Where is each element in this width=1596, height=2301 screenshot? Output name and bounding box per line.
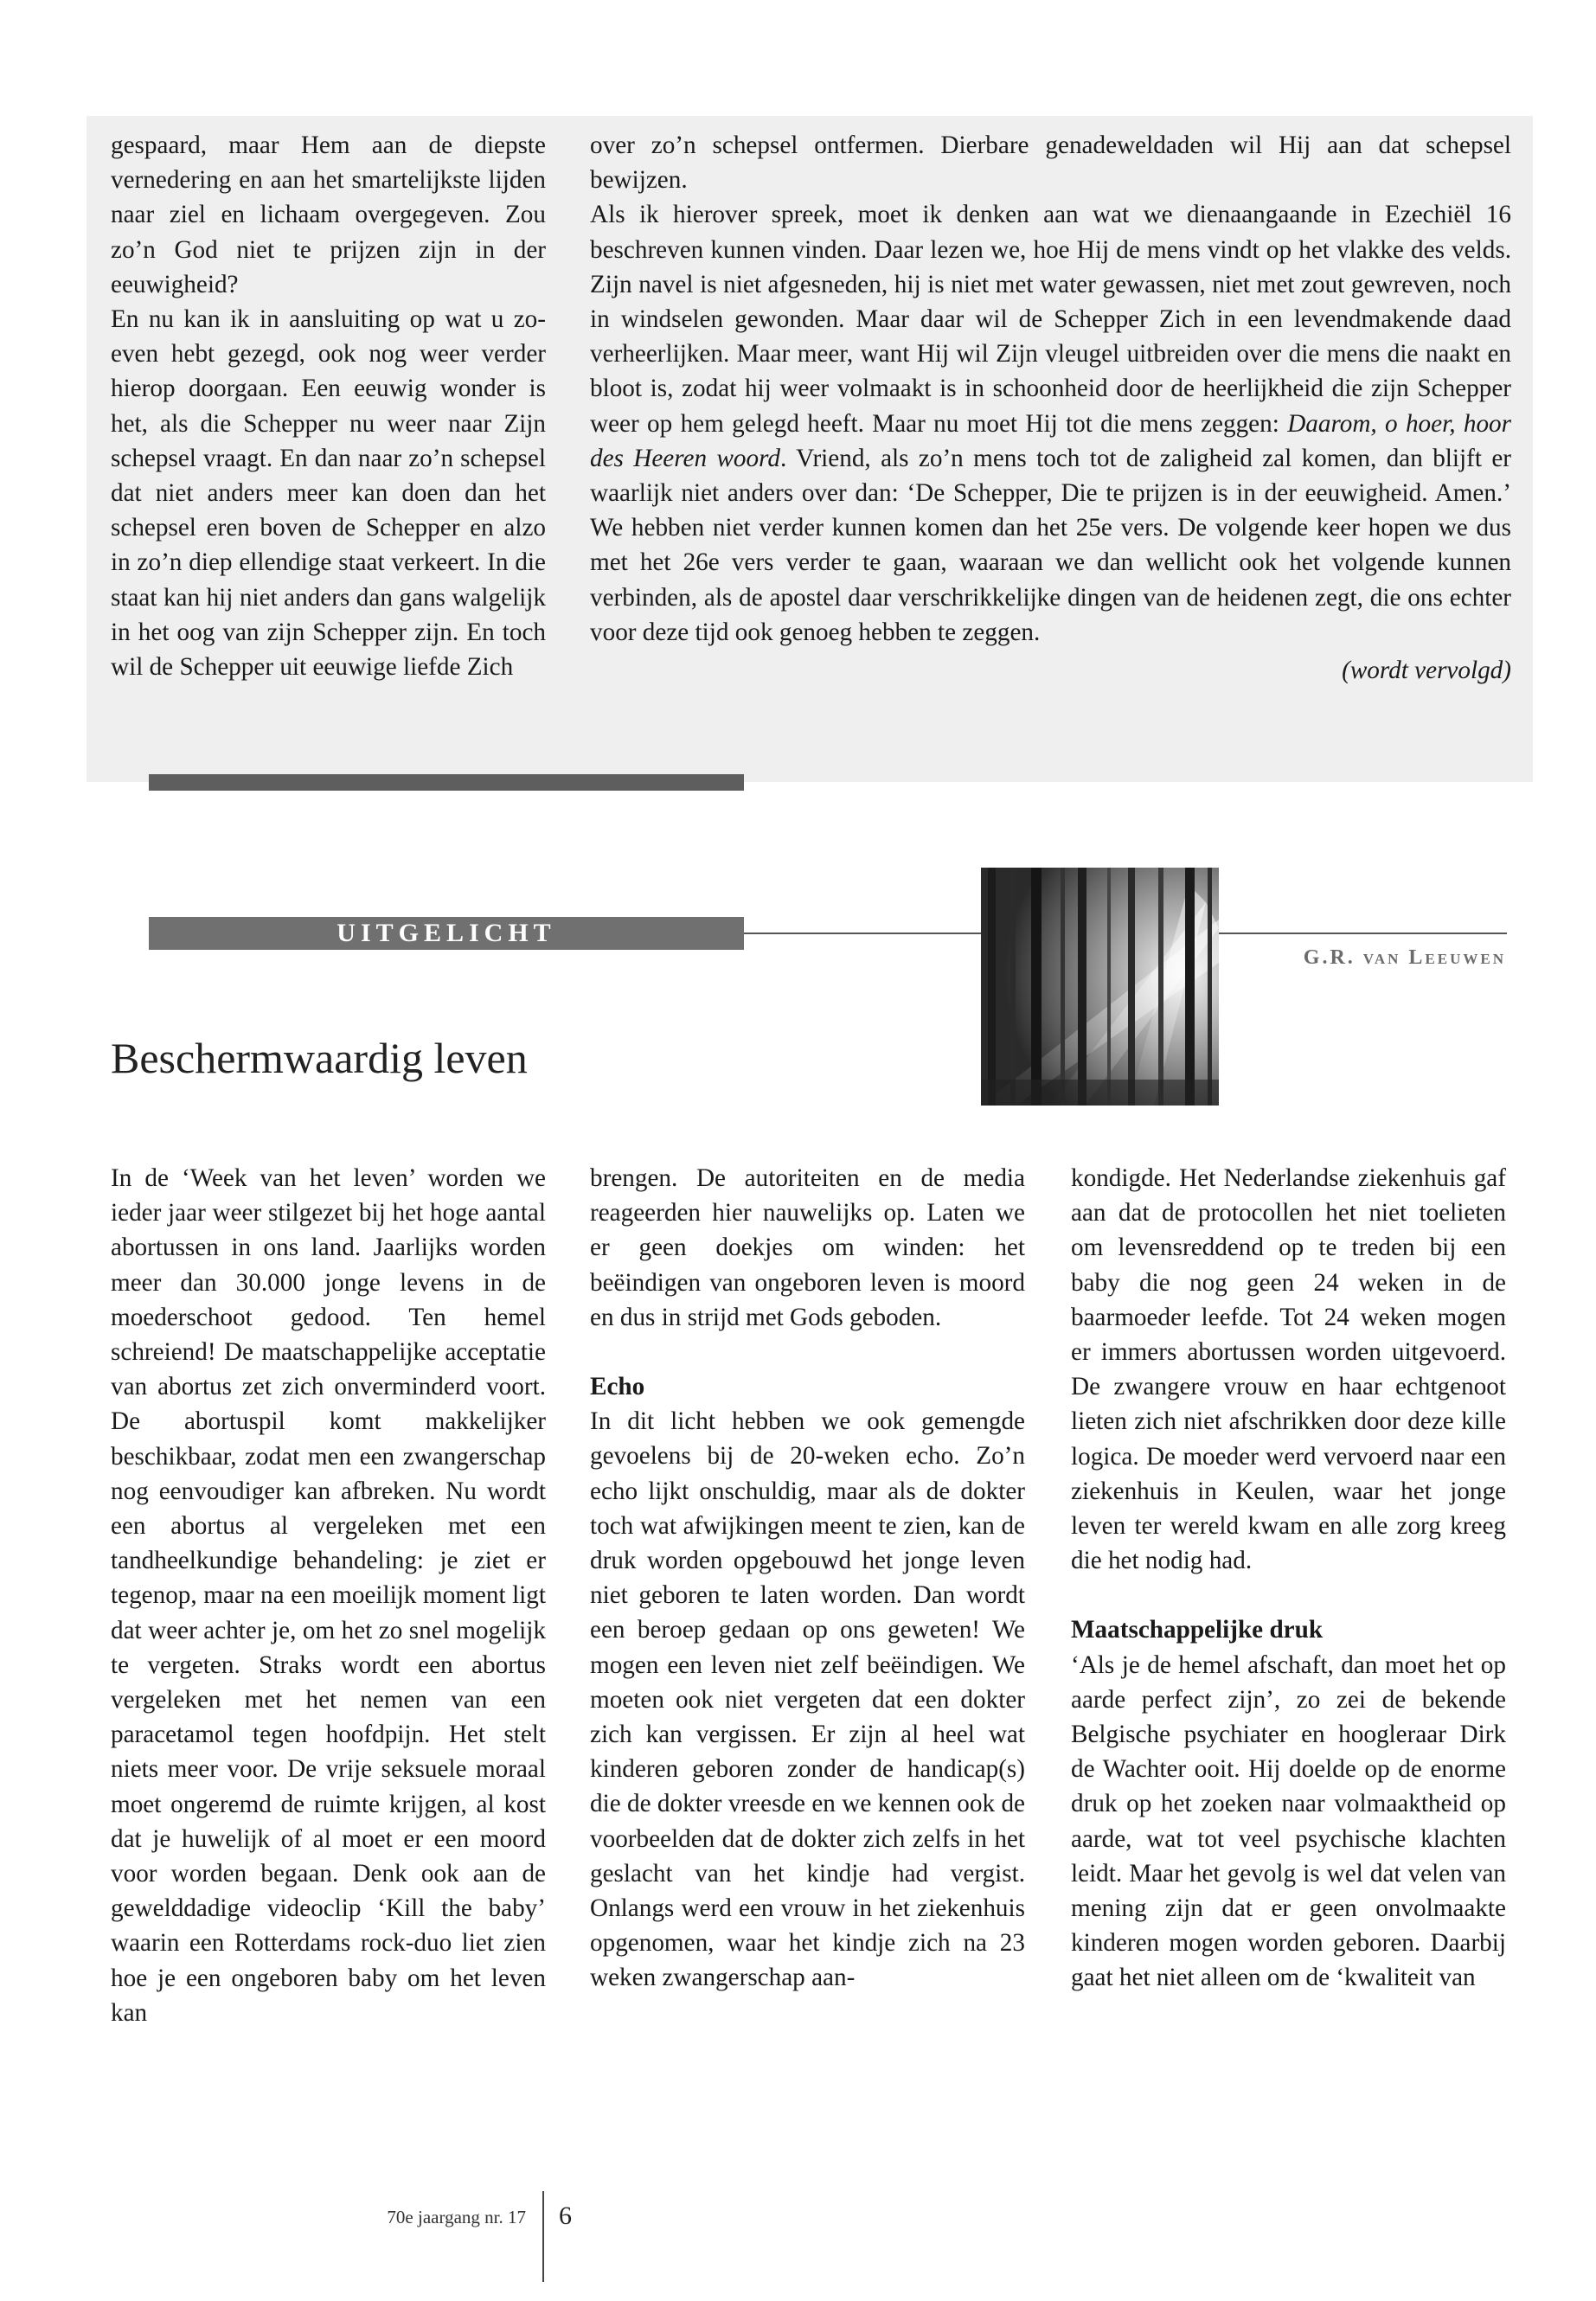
page-number: 6 [559, 2202, 572, 2230]
section-banner [149, 917, 744, 950]
forest-sunbeams-photo [981, 868, 1219, 1106]
paragraph: brengen. De autoriteiten en de media reageerden hier nauwelijks op. Laten we er geen doekjes om winden: het beëindigen van ongeboren leven is moord en dus in strijd met Gods geboden. [590, 1164, 1025, 1331]
article-title: Beschermwaardig leven [111, 1034, 528, 1082]
author-name: G.R. van Leeuwen [1303, 946, 1506, 969]
paragraph: kondigde. Het Nederlandse ziekenhuis gaf aan dat de protocollen het niet toelieten om levensreddend op te treden bij een baby die nog geen 24 weken in de baarmoeder leefde. Tot 24 weken mogen er immers abortussen worden uitgevoerd. De zwangere vrouw en haar echtgenoot lieten zich niet afschrikken door deze kille logica. De moeder werd vervoerd naar een ziekenhuis in Keulen, waar het jonge leven ter wereld kwam en alle zorg kreeg die het nodig had. [1071, 1164, 1506, 1575]
paragraph: In dit licht hebben we ook gemengde gevoelens bij de 20-weken echo. Zo’n echo lijkt onschuldig, maar als de dokter toch wat afwijkingen meent te zien, kan de druk worden opgebouwd het jonge leven niet geboren te laten worden. Dan wordt een beroep gedaan op ons geweten! We mogen een leven niet zelf beëindigen. We moeten ook niet vergeten dat een dokter zich kan vergissen. Er zijn al heel wat kinderen geboren zonder de handicap(s) die de dokter vreesde en we kennen ook de voorbeelden dat de dokter zich zelfs in het geslacht van het kindje had vergist. Onlangs werd een vrouw in het ziekenhuis opgenomen, waar het kindje zich na 23 weken zwangerschap aan- [590, 1407, 1025, 1992]
box-bottom-bar [149, 774, 744, 791]
paragraph-text: Als ik hierover spreek, moet ik denken aan wat we dienaangaande in Ezechiël 16 beschreven kunnen vinden. Daar lezen we, hoe Hij de mens vindt op het vlakke des velds. Zijn navel is niet afgesneden, hij is niet met water gewassen, niet met zout gewreven, noch in windselen gewonden. Maar daar wil de Schepper Zich in een levendmakende daad verheerlijken. Maar meer, want Hij wil Zijn vleugel uitbreiden over die mens die naakt en bloot is, zodat hij weer volmaakt is in schoonheid door de heerlijkheid die zijn Schepper weer op hem gelegd heeft. Maar nu moet Hij tot die mens zeggen: [590, 201, 1511, 438]
to-be-continued-note: (wordt vervolgd) [1342, 657, 1511, 685]
paragraph: over zo’n schepsel ontfermen. Dierbare genadeweldaden wil Hij aan dat schepsel bewijzen. [590, 131, 1511, 195]
paragraph: gespaard, maar Hem aan de diepste vernedering en aan het smartelijkste lijden naar ziel en lichaam overgegeven. Zou zo’n God niet te prijzen zijn in der eeuwigheid? [111, 131, 546, 298]
continued-article-right-column [590, 128, 1511, 688]
continued-article-left-column [111, 128, 546, 684]
subheading-maatschappelijke-druk: Maatschappelijke druk [1071, 1616, 1324, 1644]
footer-divider [542, 2191, 544, 2282]
paragraph [590, 197, 1511, 650]
paragraph: ‘Als je de hemel afschaft, dan moet het op aarde perfect zijn’, zo zei de bekende Belgische psychiater en hoogleraar Dirk de Wachter ooit. Hij doelde op de enorme druk op het zoeken naar volmaaktheid op aarde, wat tot veel psychische klachten leidt. Maar het gevolg is wel dat velen van mening zijn dat er geen onvolmaakte kinderen mogen worden geboren. Daarbij gaat het niet alleen om de ‘kwaliteit van [1071, 1650, 1506, 1992]
paragraph: In de ‘Week van het leven’ worden we ieder jaar weer stilgezet bij het hoge aantal abortussen in ons land. Jaarlijks worden meer dan 30.000 jonge levens in de moederschoot gedood. Ten hemel schreiend! De maatschappelijke acceptatie van abortus zet zich onverminderd voort. De abortuspil komt makkelijker beschikbaar, zodat men een zwangerschap nog eenvoudiger kan afbreken. Nu wordt een abortus al vergeleken met een tandheelkundige behandeling: je ziet er tegenop, maar na een moeilijk moment ligt dat weer achter je, om het zo snel mogelijk te vergeten. Straks wordt een abortus vergeleken met het nemen van een paracetamol tegen hoofdpijn. Het stelt niets meer voor. De vrije seksuele moraal moet ongeremd de ruimte krijgen, al kost dat je huwelijk of al moet er een moord voor worden begaan. Denk ook aan de gewelddadige videoclip ‘Kill the baby’ waarin een Rotterdams rock-duo liet zien hoe je een ongeboren baby om het leven kan [111, 1164, 546, 2027]
subheading-echo: Echo [590, 1373, 645, 1401]
paragraph: En nu kan ik in aansluiting op wat u zo-even hebt gezegd, ook nog weer verder hierop doorgaan. Een eeuwig wonder is het, als die Schepper nu weer naar Zijn schepsel vraagt. En dan naar zo’n schepsel dat niet anders meer kan doen dan het schepsel eren boven de Schepper en alzo in zo’n diep ellendige staat verkeert. In die staat kan hij niet anders dan gans walgelijk in het oog van zijn Schepper zijn. En toch wil de Schepper uit eeuwige liefde Zich [111, 305, 546, 682]
article-column-3 [1071, 1161, 1506, 1996]
issue-info: 70e jaargang nr. 17 [387, 2207, 526, 2227]
section-label: UITGELICHT [337, 919, 556, 947]
article-column-1 [111, 1161, 546, 2030]
scripture-quote: Daarom, o hoer, hoor des Heeren woord [590, 409, 1511, 472]
article-column-2 [590, 1161, 1025, 1996]
paragraph-text: . Vriend, als zo’n mens toch tot de zaligheid zal komen, dan blijft er waarlijk niet anders over dan: ‘De Schepper, Die te prijzen is in der eeuwigheid. Amen.’ We hebben niet verder kunnen komen dan het 25e vers. De volgende keer hopen we dus met het 26e vers verder te gaan, waaraan we dan wellicht ook het volgende kunnen verbinden, als de apostel daar verschrikkelijke dingen van de heidenen zegt, die ons echter voor deze tijd ook genoeg hebben te zeggen. [590, 444, 1511, 646]
